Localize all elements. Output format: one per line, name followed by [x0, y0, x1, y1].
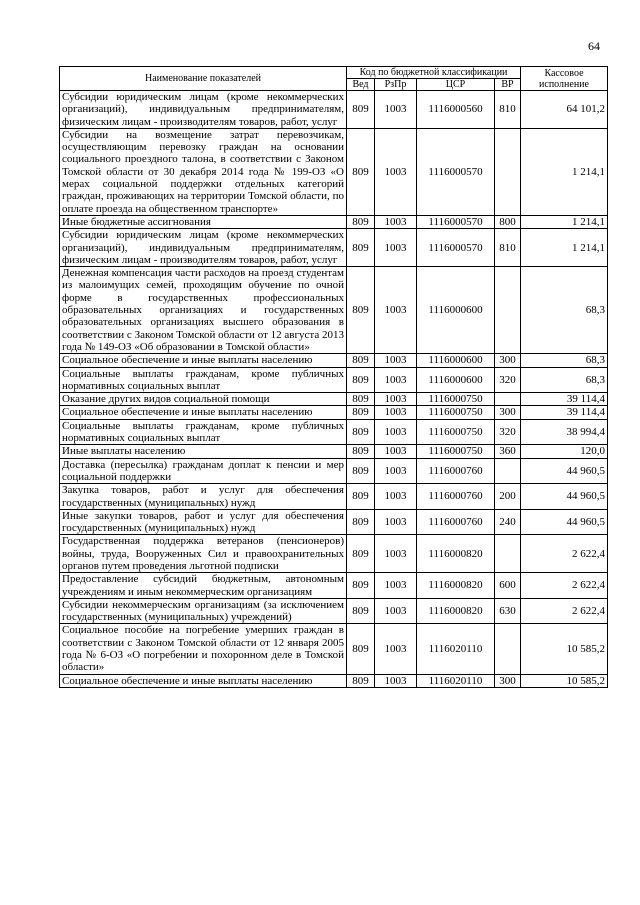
cell-amount: 1 214,1	[521, 128, 608, 215]
cell-csr: 1116000570	[417, 229, 495, 267]
cell-ved: 809	[347, 419, 375, 445]
header-vr: ВР	[495, 79, 521, 91]
table-row	[60, 128, 608, 215]
cell-vr: 800	[495, 215, 521, 228]
cell-csr: 1116000560	[417, 91, 495, 129]
table-row	[60, 406, 608, 419]
cell-name: Социальное обеспечение и иные выплаты населению	[60, 674, 347, 687]
cell-ved: 809	[347, 535, 375, 573]
table-row	[60, 367, 608, 393]
table-row	[60, 229, 608, 267]
cell-name: Денежная компенсация части расходов на проезд студентам из малоимущих семей, проходящим обучение по очной форме в государственных профессиональных образовательных организациях и государственных образовательных организациях высшего образования в соответствии с Законом Томской области от 12 августа 2013 года № 149-ОЗ «Об образовании в Томской области»	[60, 267, 347, 354]
cell-name: Социальное обеспечение и иные выплаты населению	[60, 354, 347, 367]
table-row	[60, 354, 608, 367]
header-csr: ЦСР	[417, 79, 495, 91]
cell-ved: 809	[347, 674, 375, 687]
cell-rzpr: 1003	[375, 484, 417, 510]
cell-name: Социальные выплаты гражданам, кроме публичных нормативных социальных выплат	[60, 419, 347, 445]
cell-rzpr: 1003	[375, 458, 417, 484]
cell-amount: 68,3	[521, 367, 608, 393]
cell-name: Иные выплаты населению	[60, 445, 347, 458]
cell-vr: 240	[495, 509, 521, 535]
cell-vr: 300	[495, 406, 521, 419]
cell-vr: 320	[495, 419, 521, 445]
cell-ved: 809	[347, 91, 375, 129]
cell-rzpr: 1003	[375, 573, 417, 599]
cell-csr: 1116000600	[417, 267, 495, 354]
cell-amount: 68,3	[521, 267, 608, 354]
cell-csr: 1116000760	[417, 509, 495, 535]
cell-ved: 809	[347, 128, 375, 215]
cell-amount: 68,3	[521, 354, 608, 367]
cell-amount: 2 622,4	[521, 535, 608, 573]
cell-vr: 810	[495, 91, 521, 129]
table-row	[60, 598, 608, 624]
cell-ved: 809	[347, 406, 375, 419]
table-row	[60, 267, 608, 354]
header-name: Наименование показателей	[60, 67, 347, 91]
cell-ved: 809	[347, 573, 375, 599]
cell-rzpr: 1003	[375, 598, 417, 624]
cell-rzpr: 1003	[375, 535, 417, 573]
cell-rzpr: 1003	[375, 419, 417, 445]
cell-rzpr: 1003	[375, 229, 417, 267]
cell-rzpr: 1003	[375, 674, 417, 687]
cell-amount: 39 114,4	[521, 393, 608, 406]
cell-name: Доставка (пересылка) гражданам доплат к пенсии и мер социальной поддержки	[60, 458, 347, 484]
cell-rzpr: 1003	[375, 406, 417, 419]
cell-name: Иные закупки товаров, работ и услуг для обеспечения государственных (муниципальных) нужд	[60, 509, 347, 535]
table-row	[60, 674, 608, 687]
cell-rzpr: 1003	[375, 367, 417, 393]
cell-vr: 360	[495, 445, 521, 458]
cell-csr: 1116000750	[417, 445, 495, 458]
cell-amount: 120,0	[521, 445, 608, 458]
cell-vr	[495, 535, 521, 573]
table-row	[60, 535, 608, 573]
cell-csr: 1116000570	[417, 215, 495, 228]
cell-ved: 809	[347, 393, 375, 406]
cell-name: Субсидии юридическим лицам (кроме некоммерческих организаций), индивидуальным предпринимателям, физическим лицам - производителям товаров, работ, услуг	[60, 229, 347, 267]
cell-name: Оказание других видов социальной помощи	[60, 393, 347, 406]
header-rzpr: РзПр	[375, 79, 417, 91]
table-row	[60, 509, 608, 535]
cell-csr: 1116000760	[417, 484, 495, 510]
cell-ved: 809	[347, 215, 375, 228]
cell-csr: 1116000820	[417, 535, 495, 573]
cell-name: Субсидии некоммерческим организациям (за исключением государственных (муниципальных) учреждений)	[60, 598, 347, 624]
cell-csr: 1116020110	[417, 624, 495, 674]
cell-csr: 1116000820	[417, 598, 495, 624]
cell-amount: 64 101,2	[521, 91, 608, 129]
cell-name: Государственная поддержка ветеранов (пенсионеров) войны, труда, Вооруженных Сил и правоохранительных органов путем проведения льготной подписки	[60, 535, 347, 573]
cell-csr: 1116000600	[417, 367, 495, 393]
cell-vr: 600	[495, 573, 521, 599]
cell-csr: 1116000750	[417, 393, 495, 406]
header-row-top	[60, 67, 608, 79]
table-row	[60, 624, 608, 674]
cell-vr: 630	[495, 598, 521, 624]
table-row	[60, 445, 608, 458]
cell-csr: 1116020110	[417, 674, 495, 687]
table-row	[60, 91, 608, 129]
cell-ved: 809	[347, 445, 375, 458]
table-header	[60, 67, 608, 91]
cell-ved: 809	[347, 229, 375, 267]
cell-vr: 300	[495, 674, 521, 687]
cell-rzpr: 1003	[375, 509, 417, 535]
budget-table	[59, 66, 608, 688]
header-code-group: Код по бюджетной классификации	[347, 67, 521, 79]
table-row	[60, 573, 608, 599]
cell-ved: 809	[347, 624, 375, 674]
cell-amount: 38 994,4	[521, 419, 608, 445]
cell-rzpr: 1003	[375, 215, 417, 228]
cell-vr: 320	[495, 367, 521, 393]
table-row	[60, 484, 608, 510]
cell-ved: 809	[347, 458, 375, 484]
cell-ved: 809	[347, 367, 375, 393]
cell-csr: 1116000750	[417, 406, 495, 419]
cell-amount: 44 960,5	[521, 509, 608, 535]
cell-rzpr: 1003	[375, 354, 417, 367]
table-body	[60, 91, 608, 688]
cell-name: Иные бюджетные ассигнования	[60, 215, 347, 228]
cell-name: Социальные выплаты гражданам, кроме публичных нормативных социальных выплат	[60, 367, 347, 393]
cell-amount: 1 214,1	[521, 229, 608, 267]
cell-vr	[495, 624, 521, 674]
cell-rzpr: 1003	[375, 267, 417, 354]
cell-vr: 810	[495, 229, 521, 267]
cell-ved: 809	[347, 267, 375, 354]
cell-name: Субсидии на возмещение затрат перевозчикам, осуществляющим перевозку граждан на основании социального проездного талона, в соответствии с Законом Томской области от 30 декабря 2014 года № 199-ОЗ «О мерах социальной поддержки отдельных категорий граждан, проживающих на территории Томской области, по оплате проезда на общественном транспорте»	[60, 128, 347, 215]
cell-ved: 809	[347, 354, 375, 367]
cell-amount: 10 585,2	[521, 674, 608, 687]
table-row	[60, 393, 608, 406]
cell-amount: 1 214,1	[521, 215, 608, 228]
cell-ved: 809	[347, 598, 375, 624]
cell-rzpr: 1003	[375, 445, 417, 458]
header-amount: Кассовое исполнение	[521, 67, 608, 91]
cell-csr: 1116000750	[417, 419, 495, 445]
cell-rzpr: 1003	[375, 393, 417, 406]
cell-amount: 39 114,4	[521, 406, 608, 419]
table-row	[60, 419, 608, 445]
cell-vr	[495, 128, 521, 215]
cell-name: Социальное пособие на погребение умерших граждан в соответствии с Законом Томской области от 12 января 2005 года № 6-ОЗ «О погребении и похоронном деле в Томской области»	[60, 624, 347, 674]
cell-name: Закупка товаров, работ и услуг для обеспечения государственных (муниципальных) нужд	[60, 484, 347, 510]
cell-csr: 1116000600	[417, 354, 495, 367]
cell-rzpr: 1003	[375, 624, 417, 674]
cell-rzpr: 1003	[375, 91, 417, 129]
cell-csr: 1116000760	[417, 458, 495, 484]
cell-ved: 809	[347, 509, 375, 535]
cell-rzpr: 1003	[375, 128, 417, 215]
cell-name: Социальное обеспечение и иные выплаты населению	[60, 406, 347, 419]
header-ved: Вед	[347, 79, 375, 91]
cell-vr	[495, 458, 521, 484]
cell-vr	[495, 393, 521, 406]
page-number: 64	[588, 39, 600, 53]
cell-ved: 809	[347, 484, 375, 510]
cell-csr: 1116000570	[417, 128, 495, 215]
cell-amount: 2 622,4	[521, 598, 608, 624]
cell-csr: 1116000820	[417, 573, 495, 599]
cell-vr: 300	[495, 354, 521, 367]
cell-vr: 200	[495, 484, 521, 510]
cell-amount: 44 960,5	[521, 484, 608, 510]
cell-name: Субсидии юридическим лицам (кроме некоммерческих организаций), индивидуальным предпринимателям, физическим лицам - производителям товаров, работ, услуг	[60, 91, 347, 129]
cell-amount: 44 960,5	[521, 458, 608, 484]
cell-vr	[495, 267, 521, 354]
cell-name: Предоставление субсидий бюджетным, автономным учреждениям и иным некоммерческим организациям	[60, 573, 347, 599]
table-row	[60, 458, 608, 484]
cell-amount: 10 585,2	[521, 624, 608, 674]
cell-amount: 2 622,4	[521, 573, 608, 599]
table-row	[60, 215, 608, 228]
